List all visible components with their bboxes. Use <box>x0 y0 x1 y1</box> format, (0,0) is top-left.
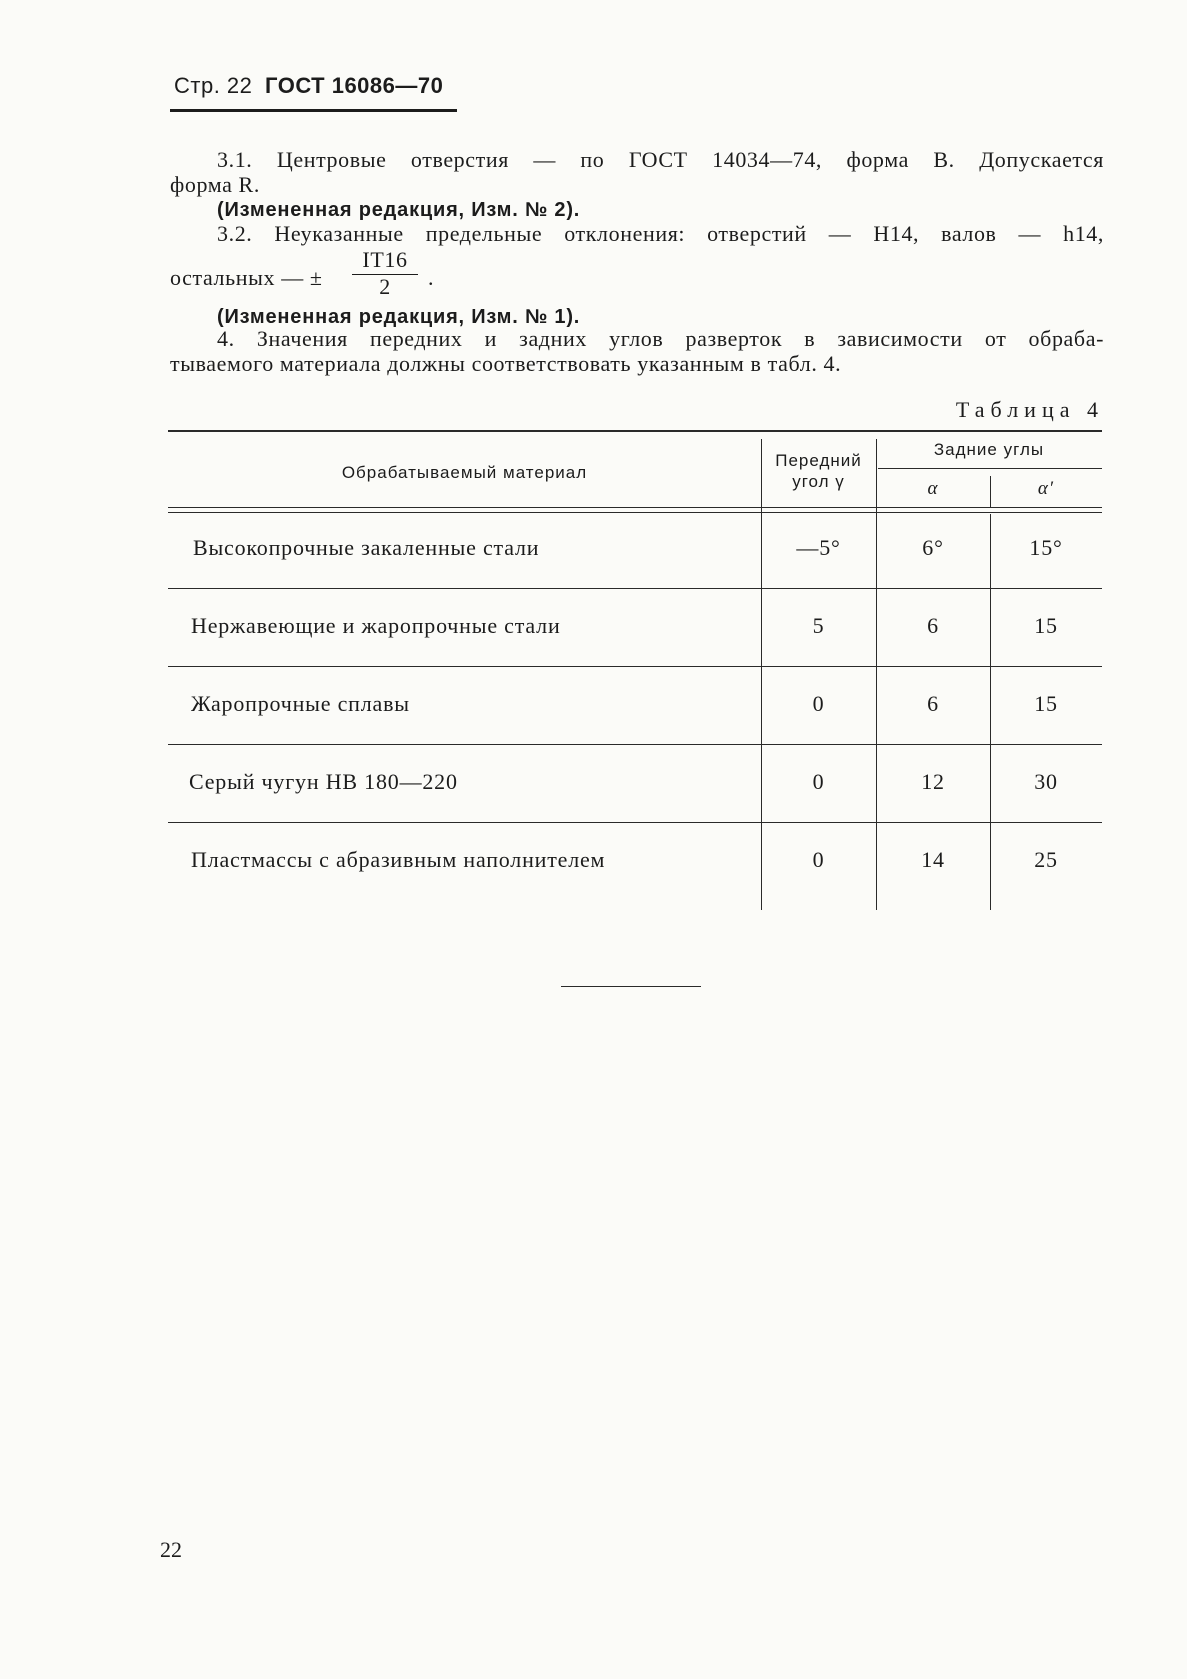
formula-period: . <box>428 265 435 290</box>
fraction <box>352 248 418 299</box>
cell-alpha-prime: 15 <box>1034 691 1058 716</box>
cell-alpha: 6 <box>927 691 939 716</box>
header-alpha-prime: α′ <box>1037 478 1055 499</box>
amendment-note-1: (Измененная редакция, Изм. № 1). <box>217 306 581 328</box>
amendment-note-2: (Измененная редакция, Изм. № 2). <box>217 199 581 221</box>
cell-alpha-prime: 15° <box>1029 535 1063 560</box>
cell-alpha-prime: 30 <box>1034 769 1058 794</box>
cell-gamma: 0 <box>812 691 825 716</box>
tolerance-label: остальных — ± <box>170 265 323 290</box>
cell-alpha-prime: 25 <box>1034 847 1058 872</box>
end-rule <box>561 986 701 987</box>
cell-gamma: —5° <box>796 535 841 560</box>
header-rule-2 <box>168 512 1102 513</box>
page-header <box>174 73 443 99</box>
page-label: Стр. 22 <box>174 73 253 98</box>
header-front-angle-line2: угол γ <box>792 472 845 491</box>
header-rule <box>170 109 457 112</box>
cell-material: Пластмассы с абразивным наполнителем <box>191 847 606 872</box>
row-separator <box>168 822 1102 823</box>
fraction-denominator: 2 <box>379 274 391 299</box>
cell-alpha: 6° <box>922 535 944 560</box>
header-front-angle-line1: Передний <box>775 451 862 470</box>
cell-material: Нержавеющие и жаропрочные стали <box>191 613 561 638</box>
row-separator <box>168 666 1102 667</box>
fraction-numerator: IT16 <box>352 248 418 275</box>
page-number: 22 <box>160 1537 182 1562</box>
cell-material: Высокопрочные закаленные стали <box>193 535 540 560</box>
header-rear-angles: Задние углы <box>933 440 1045 459</box>
table-top-rule <box>168 430 1102 432</box>
paragraph-4-line2: тываемого материала должны соответствовать указанным в табл. 4. <box>170 351 842 376</box>
column-divider <box>876 439 877 910</box>
header-sub-rule <box>878 468 1102 469</box>
cell-alpha: 12 <box>921 769 945 794</box>
cell-alpha: 14 <box>921 847 945 872</box>
row-separator <box>168 744 1102 745</box>
tolerance-formula <box>170 248 470 304</box>
paragraph-3-1-line1: 3.1. Центровые отверстия — по ГОСТ 14034—74, форма В. Допускается <box>217 147 1104 172</box>
column-divider <box>761 439 762 910</box>
cell-material: Жаропрочные сплавы <box>191 691 410 716</box>
standard-number: ГОСТ 16086—70 <box>265 73 444 98</box>
row-separator <box>168 588 1102 589</box>
paragraph-3-2-line1: 3.2. Неуказанные предельные отклонения: отверстий — Н14, валов — h14, <box>217 221 1104 246</box>
table-title: Таблица 4 <box>955 397 1104 422</box>
cell-alpha-prime: 15 <box>1034 613 1058 638</box>
cell-material: Серый чугун НВ 180—220 <box>189 769 458 794</box>
cell-gamma: 0 <box>812 847 825 872</box>
cell-alpha: 6 <box>927 613 939 638</box>
header-alpha: α <box>927 478 939 499</box>
header-material: Обрабатываемый материал <box>341 463 588 482</box>
angles-table <box>168 430 1102 910</box>
header-rule-1 <box>168 507 1102 508</box>
cell-gamma: 5 <box>812 613 825 638</box>
paragraph-3-1-line2: форма R. <box>170 172 260 197</box>
paragraph-4-line1: 4. Значения передних и задних углов разверток в зависимости от обраба- <box>217 326 1104 351</box>
cell-gamma: 0 <box>812 769 825 794</box>
